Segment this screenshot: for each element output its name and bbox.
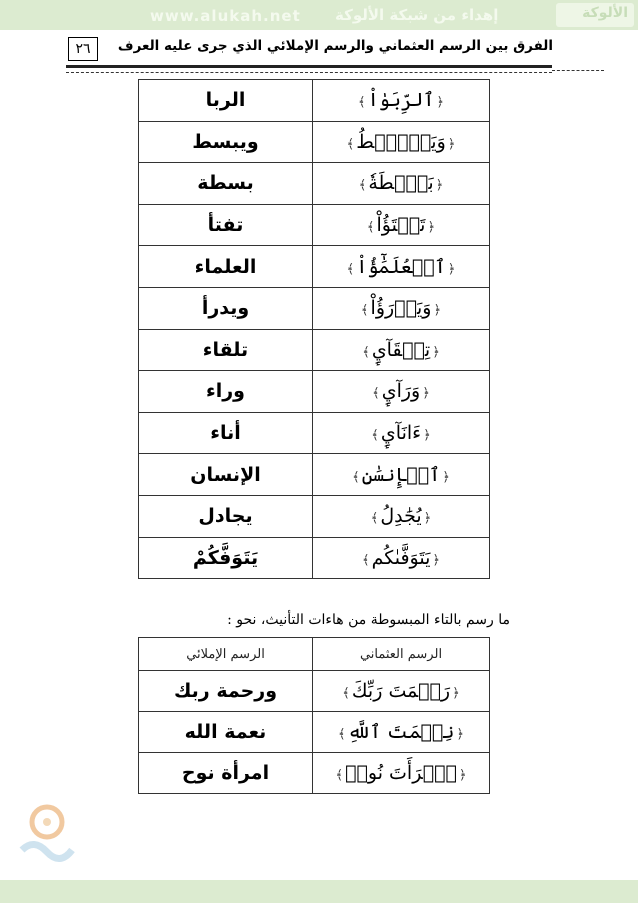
taa-table (138, 637, 490, 794)
imlai-cell (139, 204, 313, 246)
uthmani-word: يَتَوَفَّىٰكُم (371, 546, 431, 569)
running-header: الفرق بين الرسم العثماني والرسم الإملائي الذي جرى عليه العرف (117, 38, 553, 54)
uthmani-cell (313, 204, 490, 246)
table-row (139, 204, 490, 246)
table-row (139, 80, 490, 122)
uthmani-word: وَرَآيِٕ (381, 380, 421, 403)
header-imlai: الرسم الإملائي (139, 638, 313, 671)
imlai-word: ويدرأ (201, 297, 250, 320)
ornament-close: ﴾ (337, 727, 346, 742)
uthmani-word: ٱلرِّبَوٰاْ (367, 89, 435, 112)
uthmani-cell (313, 287, 490, 329)
uthmani-word: وَيَدۡرَؤُاْ (370, 297, 432, 320)
imlai-cell (139, 537, 313, 579)
uthmani-word: نِعۡمَتَ ٱللَّهِ (347, 721, 455, 743)
ornament-close: ﴾ (370, 511, 379, 527)
ornament-close: ﴾ (362, 344, 370, 360)
uthmani-cell (313, 753, 490, 794)
imlai-word: أناء (210, 422, 241, 445)
page-number: ٢٦ (68, 37, 98, 61)
ornament-close: ﴾ (358, 178, 367, 194)
table-row (139, 537, 490, 579)
section-intro: ما رسم بالتاء المبسوطة من هاءات التأنيث، نحو : (227, 612, 510, 628)
ornament-close: ﴾ (366, 220, 375, 236)
table-row (139, 371, 490, 413)
imlai-cell (139, 753, 313, 794)
uthmani-word: وَيَبۡصُۜطُ (356, 130, 446, 153)
header-rule-right (552, 70, 604, 71)
uthmani-cell (313, 454, 490, 496)
comparison-table (138, 79, 490, 579)
table-row (139, 329, 490, 371)
ornament-close: ﴾ (360, 303, 369, 319)
imlai-word: الربا (205, 89, 246, 112)
ornament-open: ﴿ (422, 386, 430, 402)
ornament-open: ﴿ (458, 768, 467, 783)
taa-table-body (139, 671, 490, 794)
uthmani-cell (313, 412, 490, 454)
imlai-cell (139, 712, 313, 753)
imlai-cell (139, 163, 313, 205)
imlai-word: بسطة (197, 172, 254, 195)
ornament-open: ﴿ (432, 344, 440, 360)
banner-url[interactable]: www.alukah.net (150, 7, 301, 25)
ornament-open: ﴿ (423, 511, 432, 527)
uthmani-cell (313, 537, 490, 579)
imlai-cell (139, 246, 313, 288)
imlai-cell (139, 287, 313, 329)
ornament-open: ﴿ (442, 469, 450, 485)
ornament-close: ﴾ (361, 552, 370, 568)
uthmani-word: ٱمۡرَأَتَ نُوحٖ (345, 762, 457, 784)
logo-text: الألوكة (582, 5, 628, 21)
imlai-word: ورحمة ربك (173, 680, 278, 702)
imlai-cell (139, 80, 313, 122)
bottom-banner (0, 880, 638, 903)
uthmani-word: رَحۡمَتَ رَبِّكَ (351, 680, 451, 702)
ornament-close: ﴾ (371, 428, 379, 444)
ornament-close: ﴾ (352, 469, 360, 485)
uthmani-cell (313, 163, 490, 205)
uthmani-cell (313, 121, 490, 163)
imlai-word: العلماء (194, 255, 257, 278)
imlai-cell (139, 412, 313, 454)
ornament-open: ﴿ (447, 136, 456, 152)
ornament-open: ﴿ (432, 552, 441, 568)
imlai-cell (139, 671, 313, 712)
ornament-open: ﴿ (435, 178, 444, 194)
imlai-cell (139, 329, 313, 371)
imlai-word: وراء (206, 380, 245, 403)
table-row (139, 671, 490, 712)
uthmani-word: ٱلۡإِنسَٰنِ (361, 463, 441, 486)
uthmani-word: ٱلۡعُلَمَٰٓؤُاْ (356, 255, 446, 278)
imlai-word: تلقاء (202, 338, 249, 361)
taa-table-header (139, 638, 490, 671)
uthmani-cell (313, 371, 490, 413)
uthmani-word: يُجَٰدِلُ (380, 505, 422, 528)
ornament-open: ﴿ (452, 686, 460, 701)
imlai-cell (139, 371, 313, 413)
ornament-close: ﴾ (346, 136, 355, 152)
ornament-open: ﴿ (433, 303, 442, 319)
header-rule (66, 65, 552, 68)
table-row (139, 412, 490, 454)
ornament-open: ﴿ (436, 95, 445, 111)
imlai-word: الإنسان (190, 463, 261, 486)
ornament-open: ﴿ (456, 727, 465, 742)
ornament-open: ﴿ (447, 261, 456, 277)
table-row (139, 712, 490, 753)
imlai-word: امرأة نوح (181, 762, 270, 784)
imlai-cell (139, 454, 313, 496)
uthmani-word: تَفۡتَؤُاْ (376, 214, 426, 237)
uthmani-cell (313, 671, 490, 712)
imlai-word: نعمة الله (184, 721, 267, 743)
uthmani-cell (313, 329, 490, 371)
ornament-close: ﴾ (335, 768, 344, 783)
table-row (139, 454, 490, 496)
alukah-logo (556, 3, 634, 27)
comparison-table-body (139, 80, 490, 579)
header-rule-dashed (66, 72, 552, 73)
table-row (139, 246, 490, 288)
table-row (139, 287, 490, 329)
uthmani-cell (313, 495, 490, 537)
ornament-close: ﴾ (342, 686, 350, 701)
imlai-word: يَتَوَفَّكُمْ (192, 546, 259, 569)
tafsir-logo (14, 800, 80, 870)
header-uthmani: الرسم العثماني (313, 638, 490, 671)
banner-text: إهداء من شبكة الألوكة (335, 6, 499, 24)
uthmani-word: بَصۜۡطَةٗ (368, 172, 434, 195)
uthmani-cell (313, 246, 490, 288)
table-row (139, 163, 490, 205)
uthmani-cell (313, 80, 490, 122)
imlai-cell (139, 121, 313, 163)
imlai-word: ويبسط (192, 130, 259, 153)
uthmani-cell (313, 712, 490, 753)
ornament-close: ﴾ (372, 386, 380, 402)
ornament-open: ﴿ (423, 428, 431, 444)
ornament-close: ﴾ (357, 95, 366, 111)
imlai-word: يجادل (198, 505, 253, 528)
top-banner (0, 0, 638, 30)
ornament-open: ﴿ (427, 220, 436, 236)
table-row (139, 495, 490, 537)
table-row (139, 121, 490, 163)
ornament-close: ﴾ (346, 261, 355, 277)
imlai-word: تفتأ (207, 214, 244, 237)
table-row (139, 753, 490, 794)
uthmani-word: تِلۡقَآيِٕ (371, 338, 431, 361)
imlai-cell (139, 495, 313, 537)
uthmani-word: ءَانَآيِٕ (380, 422, 422, 445)
